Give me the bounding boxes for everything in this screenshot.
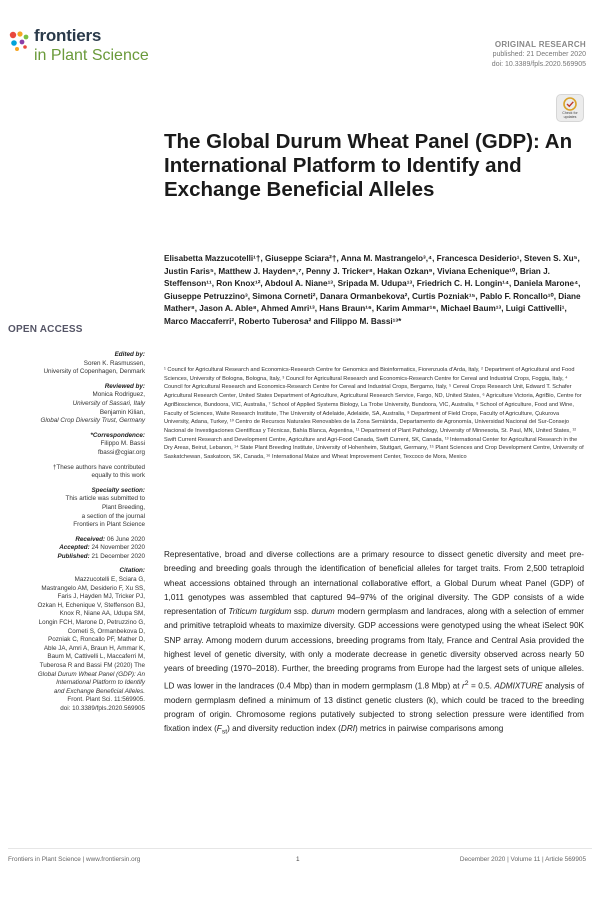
citation-line: Mazzucotelli E, Sciara G, <box>74 576 145 584</box>
citation-section <box>8 567 145 713</box>
editor-name: Soren K. Rasmussen, <box>83 359 145 367</box>
frontiers-logo-icon <box>8 30 30 52</box>
dates-section <box>8 536 145 562</box>
citation-line: Pozniak C, Roncallo PF, Mather D, <box>48 636 145 644</box>
author-list[interactable]: Elisabetta Mazzucotelli¹†, Giuseppe Sciara²†, Anna M. Mastrangelo³,⁴, Francesca Desiderio¹, Steven S. Xu⁵, Justin Faris⁵, Matthew J. Hayden⁶,⁷, Penny J. Tricker⁸, Hakan Ozkan⁹, Viviana Echenique¹⁰, Brian J. Steffenson¹¹, Ron Knox¹², Abdoul A. Niane¹³, Sripada M. Udupa¹³, Friedrich C. H. Longin¹⁴, Daniela Marone⁴, Giuseppe Petruzzino³, Simona Corneti², Danara Ormanbekova², Curtis Pozniak¹⁵, Pablo F. Roncallo¹⁰, Diane Mather⁸, Jason A. Able⁸, Ahmed Amri¹³, Hans Braun¹⁶, Karim Ammar¹⁶, Michael Baum¹³, Luigi Cattivelli¹, Marco Maccaferri², Roberto Tuberosa² and Filippo M. Bassi¹³* <box>164 254 581 326</box>
citation-line: Front. Plant Sci. 11:569905. <box>67 696 145 704</box>
citation-line: Mastrangelo AM, Desiderio F, Xu SS, <box>41 584 145 592</box>
received-label: Received: <box>75 535 106 543</box>
abstract-text: = 0.5. <box>471 681 492 691</box>
dri-symbol: DRI <box>340 724 356 734</box>
reviewer-affiliation: Global Crop Diversity Trust, Germany <box>40 417 145 425</box>
citation-line: International Platform to Identify <box>56 679 145 687</box>
footer-divider <box>8 848 592 849</box>
reviewer-affiliation: University of Sassari, Italy <box>72 399 145 407</box>
note-line: †These authors have contributed <box>52 463 145 471</box>
citation-line: Baum M, Cattivelli L, Maccaferri M, <box>47 653 145 661</box>
article-doi[interactable]: doi: 10.3389/fpls.2020.569905 <box>491 61 586 68</box>
citation-line: Global Durum Wheat Panel (GDP): An <box>37 670 145 678</box>
citation-line: Ozkan H, Echenique V, Steffenson BJ, <box>37 601 145 609</box>
r-squared-symbol: r <box>461 681 465 691</box>
reviewer-name: Benjamin Kilian, <box>99 408 145 416</box>
corresponding-email[interactable]: fbassi@cgiar.org <box>98 448 145 456</box>
citation-line: Longin FCH, Marone D, Petruzzino G, <box>38 619 145 627</box>
reviewed-by-section <box>8 383 145 426</box>
equal-contribution-note <box>8 464 145 481</box>
edited-by-label: Edited by: <box>114 351 145 358</box>
published-date: published: 21 December 2020 <box>492 51 586 58</box>
published-line <box>8 553 145 562</box>
abstract <box>164 548 584 740</box>
article-title: The Global Durum Wheat Panel (GDP): An International Platform to Identify and Exchange Beneficial Alleles <box>164 130 573 201</box>
sidebar <box>8 351 145 720</box>
published-label: Published: <box>57 552 90 560</box>
specialty-line: Frontiers in Plant Science <box>73 521 145 529</box>
citation-line: Faris J, Hayden MJ, Tricker PJ, <box>57 593 145 601</box>
check-for-updates-button[interactable] <box>556 94 584 122</box>
specialty-section <box>8 487 145 530</box>
abstract-text: ) and diversity reduction index ( <box>227 724 341 734</box>
fst-subscript: st <box>221 728 228 736</box>
footer-journal[interactable]: Frontiers in Plant Science | www.frontiersin.org <box>8 856 141 863</box>
accepted-date: 24 November 2020 <box>91 544 145 552</box>
citation-line: Corneti S, Ormanbekova D, <box>67 627 145 635</box>
published-date-sidebar: 21 December 2020 <box>91 552 145 560</box>
subspecies-name: durum <box>311 607 335 617</box>
citation-line: and Exchange Beneficial Alleles. <box>53 687 145 695</box>
open-access-label: OPEN ACCESS <box>8 324 83 335</box>
footer-volume: December 2020 | Volume 11 | Article 569905 <box>459 856 586 863</box>
specialty-line: Plant Breeding, <box>101 503 145 511</box>
citation-line: Knox R, Niane AA, Udupa SM, <box>59 610 145 618</box>
accepted-line <box>8 544 145 553</box>
species-name: Triticum turgidum <box>228 607 292 617</box>
received-line <box>8 536 145 545</box>
reviewed-by-label: Reviewed by: <box>104 382 145 390</box>
journal-logo[interactable] <box>8 26 168 72</box>
reviewer-name: Monica Rodriguez, <box>92 391 145 399</box>
editor-affiliation: University of Copenhagen, Denmark <box>43 368 145 376</box>
corresponding-author: Filippo M. Bassi <box>100 440 145 448</box>
specialty-line: This article was submitted to <box>65 495 145 503</box>
abstract-text: ) metrics in pairwise comparisons among <box>355 724 504 734</box>
received-date: 06 June 2020 <box>106 535 145 543</box>
article-meta <box>492 40 586 70</box>
software-name: ADMIXTURE <box>494 681 543 691</box>
citation-doi[interactable]: doi: 10.3389/fpls.2020.569905 <box>60 704 145 712</box>
abstract-text: ssp. <box>293 607 309 617</box>
check-updates-label: Check for updates <box>562 111 578 119</box>
journal-name: frontiers <box>34 26 102 45</box>
correspondence-label: *Correspondence: <box>90 431 145 439</box>
note-line: equally to this work <box>91 472 145 480</box>
specialty-line: a section of the journal <box>81 512 145 520</box>
abstract-text: Representative, broad and diverse collections are a primary resource to dissect genetic diversity and meet pre-breeding and breeding goals through the identification of beneficial alleles for target traits. From 2,500 tetraploid wheat accessions obtained through an international collaborative effort, a Global Durum wheat Panel (GDP) of 1,011 genotypes was assembled that captured 94–97% of the original diversity. The GDP consists of a wide representation of <box>164 550 584 617</box>
edited-by-section <box>8 351 145 377</box>
check-updates-icon <box>561 97 579 111</box>
page-number: 1 <box>296 856 300 863</box>
citation-line: Able JA, Amri A, Braun H, Ammar K, <box>43 644 145 652</box>
citation-line: Tuberosa R and Bassi FM (2020) The <box>39 662 145 669</box>
accepted-label: Accepted: <box>59 544 90 552</box>
article-type: ORIGINAL RESEARCH <box>494 40 586 49</box>
correspondence-section <box>8 432 145 458</box>
fst-symbol: F <box>216 724 222 734</box>
specialty-label: Specialty section: <box>91 486 145 494</box>
journal-section: in Plant Science <box>34 47 149 64</box>
affiliations: ¹ Council for Agricultural Research and Economics-Research Centre for Genomics and Bioinformatics, Fiorenzuola d'Arda, Italy, ² Department of Agricultural and Food Sciences, University of Bologna, Bologna, Italy, ³ Council for Agricultural Research and Economics-Research Centre for Cereal and Industrial Crops, Foggia, Italy, ⁴ Council for Agricultural Research and Economics-Research Centre for Cereal and Industrial Crops, Bergamo, Italy, ⁵ Cereal Crops Research Unit, Edward T. Schafer Agricultural Research Center, United States Department of Agriculture, Agricultural Research Service, Fargo, ND, United States, ⁶ Agriculture Victoria, AgriBio, Centre for AgriBioscience, Bundoora, VIC, Australia, ⁷ School of Applied Systems Biology, La Trobe University, Bundoora, VIC, Australia, ⁸ School of Agriculture, Food and Wine, Faculty of Sciences, Waite Research Institute, The University of Adelaide, Adelaide, SA, Australia, ⁹ Department of Field Crops, Faculty of Agriculture, Çukurova University, Adana, Turkey, ¹⁰ Centro de Recursos Naturales Renovables de la Zona Semiárida, Departamento de Agronomía, Universidad Nacional del Sur-Consejo Nacional de Investigaciones Científicas y Técnicas, Bahía Blanca, Argentina, ¹¹ Department of Plant Pathology, University of Minnesota, St. Paul, MN, United States, ¹² Swift Current Research and Development Centre, Agriculture and Agri-Food Canada, Swift Current, SK, Canada, ¹³ International Center for Agricultural Research in the Dry Areas, Beirut, Lebanon, ¹⁴ State Plant Breeding Institute, University of Hohenheim, Stuttgart, Germany, ¹⁵ Plant Sciences and Crop Development Centre, University of Saskatchewan, Saskatoon, SK, Canada, ¹⁶ International Maize and Wheat Improvement Center, Texcoco de Mora, Mexico <box>164 367 584 461</box>
abstract-text: modern germplasm and landraces, along with a selection of emmer and primitive tetraploid wheats to maximize diversity. GDP accessions were genotyped using the wheat iSelect 90K SNP array. Among modern durum accessions, breeding programs from Italy, France and Central Asia provided the highest level of genetic diversity, with only a moderate decrease in genetic diversity observed across nearly 50 years of breeding (1970–2018). Further, the breeding programs from Europe had the largest sets of unique alleles. LD was lower in the landraces (0.4 Mbp) than in modern germplasm (1.8 Mbp) at <box>164 607 585 691</box>
r-squared-exponent: 2 <box>464 679 469 687</box>
abstract-text: analysis of modern germplasm defined a minimum of 13 distinct genetic clusters (k), which could be traced to the breeding program of origin. Chromosome regions putatively subjected to strong selection pressure were identified from fixation index ( <box>164 681 584 734</box>
citation-label: Citation: <box>119 567 145 575</box>
